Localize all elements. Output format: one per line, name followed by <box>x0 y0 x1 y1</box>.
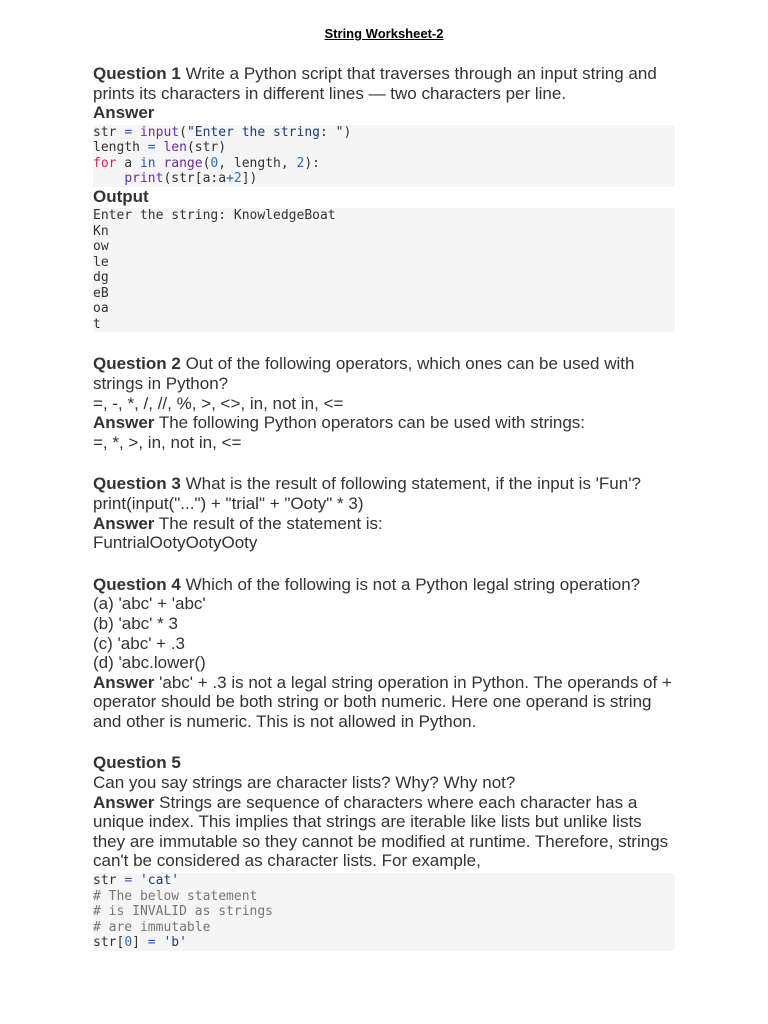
code-comment: # is INVALID as strings <box>93 904 274 920</box>
code-line: str[0] = 'b' <box>93 935 187 951</box>
output-line: eB <box>93 285 109 301</box>
code-line: str = 'cat' <box>93 873 180 889</box>
option-a: (a) 'abc' + 'abc' <box>93 594 206 614</box>
question-4-label: Question 4 <box>93 574 181 594</box>
option-d: (d) 'abc.lower() <box>93 653 206 673</box>
answer-5: Answer Strings are sequence of characters where each character has a unique index. This implies that strings are iterable like lists but unlike lists they are immutable so they cannot be modified at runtime. Therefore, strings can't be considered as character lists. For example, <box>93 792 669 871</box>
answer-2-operators: =, *, >, in, not in, <= <box>93 432 242 452</box>
question-5-text: Can you say strings are character lists? Why? Why not? <box>93 773 516 793</box>
question-4-text: Which of the following is not a Python legal string operation? <box>180 574 641 594</box>
output-line: t <box>93 316 101 332</box>
answer-2: Answer The following Python operators can be used with strings: <box>93 413 586 433</box>
code-line: length = len(str) <box>93 140 227 156</box>
question-1 <box>93 64 675 103</box>
option-c: (c) 'abc' + .3 <box>93 633 185 653</box>
question-5-label: Question 5 <box>93 753 181 773</box>
question-4 <box>93 575 675 595</box>
answer-3: Answer The result of the statement is: <box>93 513 383 533</box>
code-comment: # The below statement <box>93 888 258 904</box>
document-title: String Worksheet-2 <box>324 26 444 41</box>
output-line: Kn <box>93 223 109 239</box>
code-comment: # are immutable <box>93 919 211 935</box>
output-line: Enter the string: KnowledgeBoat <box>93 208 336 224</box>
question-3 <box>93 474 675 494</box>
question-5 <box>93 753 675 773</box>
question-3-text: What is the result of following statement, if the input is 'Fun'? <box>180 474 641 494</box>
code-line: print(str[a:a+2]) <box>124 171 258 187</box>
output-block-1 <box>93 208 675 332</box>
question-1-text: Write a Python script that traverses through an input string and prints its characters in different lines — two characters per line. <box>93 64 657 103</box>
question-3-statement: print(input("...") + "trial" + "Ooty" * 3) <box>93 493 364 513</box>
question-3-label: Question 3 <box>93 474 181 494</box>
code-line: str = input("Enter the string: ") <box>93 124 352 140</box>
output-label: Output <box>93 186 149 206</box>
output-line: le <box>93 254 109 270</box>
question-2-label: Question 2 <box>93 354 181 374</box>
code-block-5 <box>93 873 675 951</box>
output-line: ow <box>93 239 109 255</box>
question-2-text: Out of the following operators, which ones can be used with strings in Python? <box>93 354 635 393</box>
code-line: for a in range(0, length, 2): <box>93 155 321 171</box>
question-2-operators: =, -, *, /, //, %, >, <>, in, not in, <= <box>93 393 344 413</box>
output-line: oa <box>93 301 109 317</box>
answer-1-label: Answer <box>93 103 155 123</box>
answer-4: Answer 'abc' + .3 is not a legal string operation in Python. The operands of + operator should be both string or both numeric. Here one operand is string and other is numeric. This is not allowed in Python. <box>93 672 672 731</box>
answer-3-result: FuntrialOotyOotyOoty <box>93 533 258 553</box>
option-b: (b) 'abc' * 3 <box>93 613 178 633</box>
worksheet-content <box>93 64 675 951</box>
code-block-1 <box>93 125 675 187</box>
output-line: dg <box>93 270 109 286</box>
question-1-label: Question 1 <box>93 64 181 83</box>
question-2 <box>93 354 675 393</box>
